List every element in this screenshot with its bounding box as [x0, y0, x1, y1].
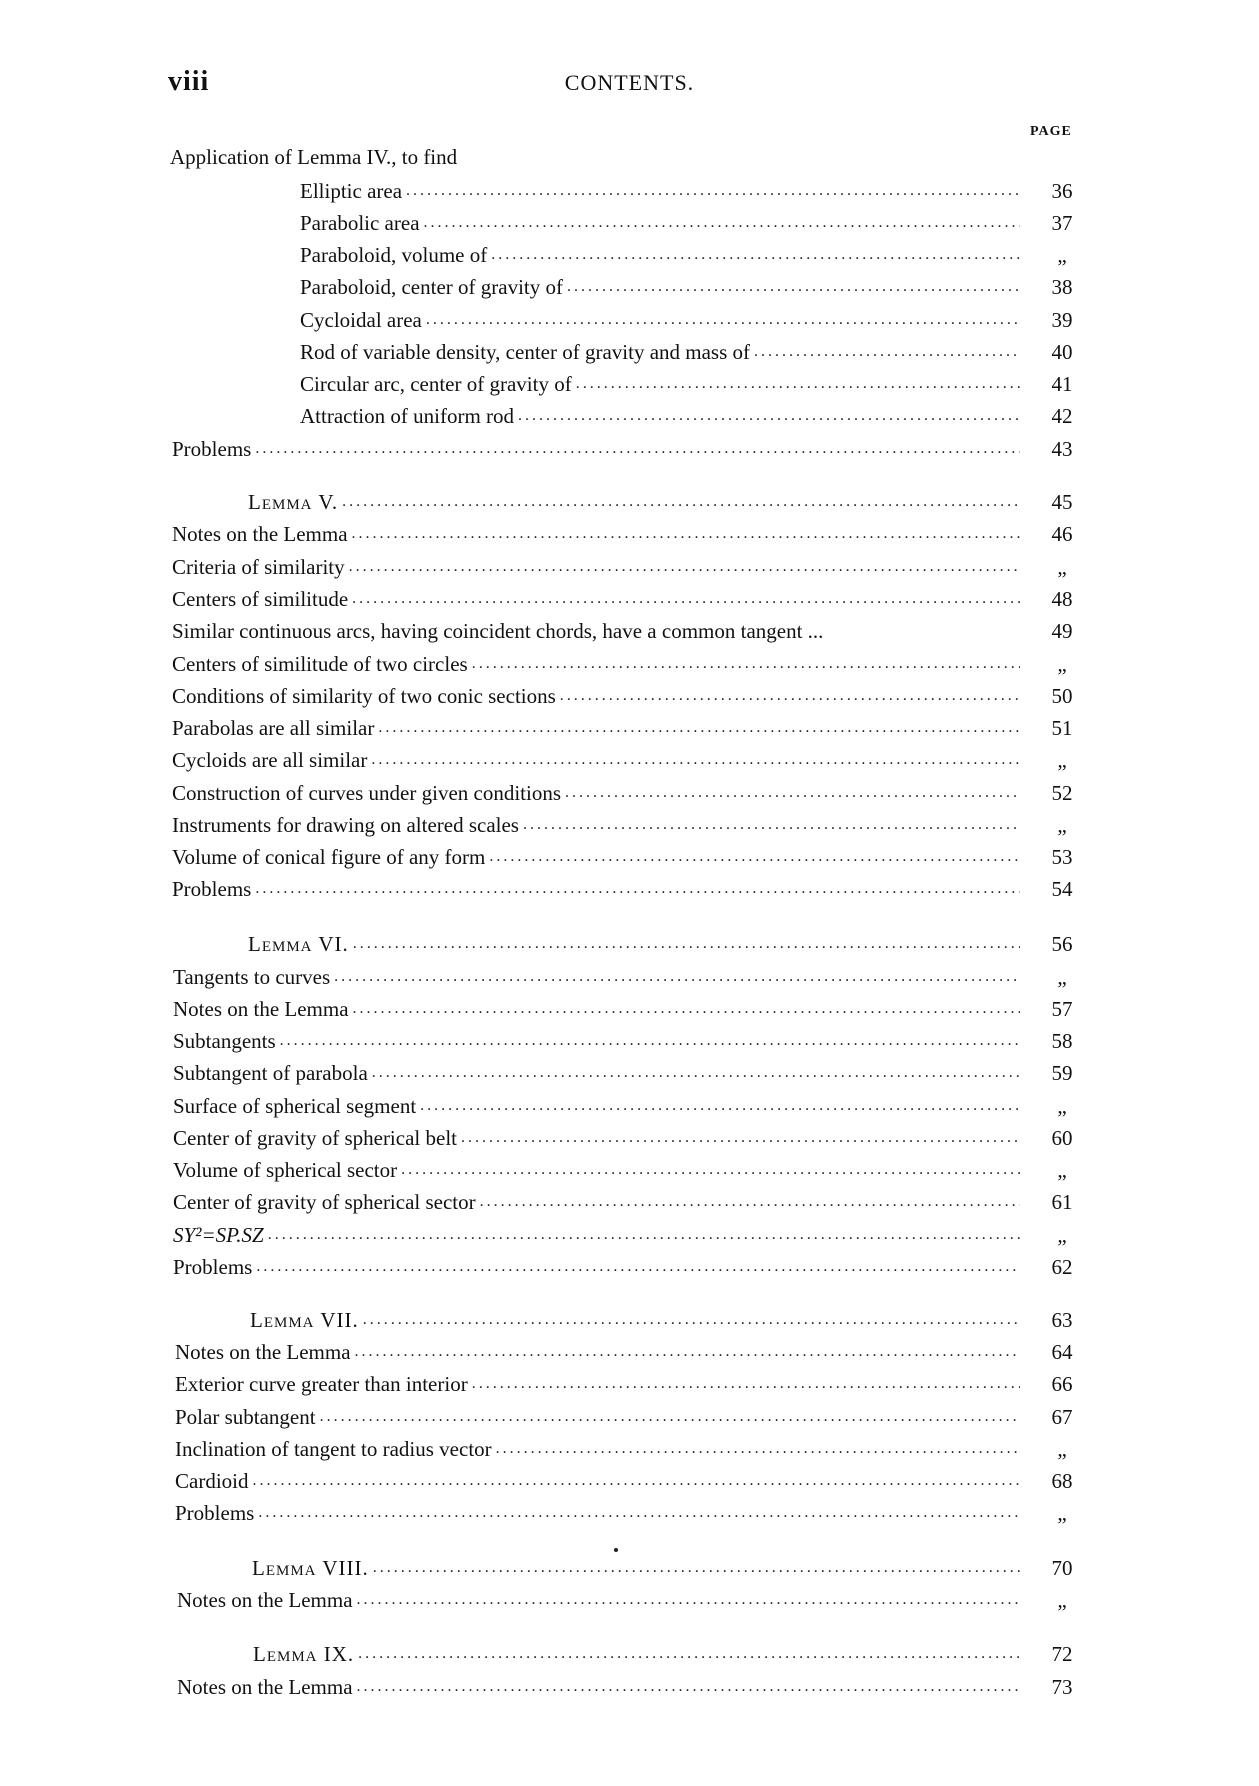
toc-entry [172, 711, 1073, 741]
toc-page-number: 38 [1051, 275, 1073, 299]
toc-page-number: 67 [1051, 1405, 1073, 1429]
toc-page-number: „ [1057, 243, 1067, 267]
toc-entry-title: Cycloidal area [300, 308, 422, 332]
toc-page-number: 48 [1051, 587, 1073, 611]
toc-page-number: 52 [1051, 781, 1073, 805]
toc-entry [173, 1024, 1073, 1054]
toc-page-number: 72 [1051, 1642, 1073, 1666]
toc-page-number: „ [1057, 652, 1067, 676]
toc-page-number: „ [1057, 965, 1067, 989]
toc-page-number: 59 [1051, 1061, 1073, 1085]
toc-entry [173, 960, 1067, 990]
toc-page-number: 56 [1051, 932, 1073, 956]
toc-entry-title: Lemma VI. [248, 932, 349, 956]
toc-entry-title: Notes on the Lemma [173, 997, 349, 1021]
toc-entry-title: Surface of spherical segment [173, 1094, 417, 1118]
dot-leader [372, 1065, 1020, 1086]
toc-entry [175, 1496, 1067, 1526]
dot-leader [461, 165, 1000, 170]
toc-entry-title: Parabolas are all similar [172, 716, 375, 740]
toc-entry [300, 206, 1073, 236]
toc-entry [172, 647, 1067, 677]
toc-entry-title: Notes on the Lemma [172, 522, 348, 546]
toc-entry [175, 1432, 1067, 1462]
toc-entry-title: Problems [173, 1255, 253, 1279]
toc-entry-title: Notes on the Lemma [175, 1340, 351, 1364]
dot-leader [480, 1194, 1020, 1215]
toc-entry [172, 776, 1073, 806]
toc-entry [172, 614, 1073, 644]
toc-entry-title: Center of gravity of spherical belt [173, 1126, 457, 1150]
toc-entry [300, 303, 1073, 333]
toc-entry [177, 1670, 1073, 1700]
toc-page-number: 39 [1051, 308, 1073, 332]
toc-entry [248, 927, 1073, 957]
toc-page-number: „ [1057, 1223, 1067, 1247]
toc-entry-title: Parabolic area [300, 211, 420, 235]
toc-page-number: „ [1057, 748, 1067, 772]
toc-entry-title: Problems [172, 437, 252, 461]
toc-entry [173, 1056, 1073, 1086]
toc-page-number: „ [1057, 1588, 1067, 1612]
toc-page-number: 66 [1051, 1372, 1073, 1396]
toc-entry-title: Centers of similitude of two circles [172, 652, 468, 676]
toc-entry [173, 1121, 1073, 1151]
dot-leader [363, 1312, 1020, 1333]
dot-leader [461, 1130, 1020, 1151]
toc-page-number: 36 [1051, 179, 1073, 203]
toc-entry-title: Lemma VII. [250, 1308, 359, 1332]
dot-leader [342, 494, 1020, 515]
toc-page-number: „ [1057, 1501, 1067, 1525]
toc-entry-title: Problems [175, 1501, 255, 1525]
toc-entry-title: Center of gravity of spherical sector [173, 1190, 476, 1214]
toc-page-number: „ [1057, 1437, 1067, 1461]
toc-entry [172, 840, 1073, 870]
toc-page-number: „ [1057, 555, 1067, 579]
dot-leader [523, 817, 1020, 838]
toc-entry [300, 399, 1073, 429]
toc-page-number: 62 [1051, 1255, 1073, 1279]
toc-entry-title: Polar subtangent [175, 1405, 316, 1429]
toc-entry [172, 550, 1067, 580]
dot-leader [358, 1646, 1020, 1667]
toc-page-number: 60 [1051, 1126, 1073, 1150]
dot-leader [518, 408, 1020, 429]
dot-leader [357, 1679, 1020, 1700]
toc-entry-title: Centers of similitude [172, 587, 349, 611]
toc-page-number: 40 [1051, 340, 1073, 364]
dot-leader [353, 936, 1020, 957]
dot-leader [489, 849, 1020, 870]
toc-page-number: 45 [1051, 490, 1073, 514]
dot-leader [406, 183, 1020, 204]
toc-page-number: „ [1057, 1158, 1067, 1182]
toc-entry-title: Similar continuous arcs, having coincident chords, have a common tangent ... [172, 619, 824, 643]
toc-entry [173, 1089, 1067, 1119]
dot-leader [567, 279, 1020, 300]
toc-entry [252, 1551, 1073, 1581]
toc-entry [300, 335, 1073, 365]
toc-entry [300, 270, 1073, 300]
page-folio: viii [168, 66, 210, 97]
toc-entry [173, 992, 1073, 1022]
dot-leader [420, 1098, 1020, 1119]
toc-entry-title: Volume of spherical sector [173, 1158, 398, 1182]
dot-leader [253, 1473, 1021, 1494]
toc-entry-title: Notes on the Lemma [177, 1588, 353, 1612]
toc-entry [175, 1367, 1073, 1397]
dot-leader [280, 1033, 1020, 1054]
dot-leader [491, 247, 1020, 268]
toc-entry-title: Paraboloid, center of gravity of [300, 275, 563, 299]
dot-leader [371, 752, 1020, 773]
toc-page-number: 61 [1051, 1190, 1073, 1214]
toc-entry-title: Conditions of similarity of two conic sections [172, 684, 556, 708]
toc-entry-title: Paraboloid, volume of [300, 243, 488, 267]
toc-entry-title: Circular arc, center of gravity of [300, 372, 572, 396]
toc-entry-title: Construction of curves under given conditions [172, 781, 562, 805]
toc-entry-title: Attraction of uniform rod [300, 404, 515, 428]
toc-entry [173, 1153, 1067, 1183]
toc-entry-title: Rod of variable density, center of gravity and mass of [300, 340, 751, 364]
toc-entry [253, 1637, 1073, 1667]
toc-entry [172, 582, 1073, 612]
toc-entry [172, 432, 1073, 462]
toc-entry-title: Notes on the Lemma [177, 1675, 353, 1699]
toc-page-number: 41 [1051, 372, 1073, 396]
page-column-label: PAGE [1030, 124, 1072, 139]
print-speck [614, 1548, 618, 1552]
toc-entry-title: Inclination of tangent to radius vector [175, 1437, 492, 1461]
toc-entry [300, 174, 1073, 204]
dot-leader [827, 639, 1020, 644]
toc-page-number: 57 [1051, 997, 1073, 1021]
dot-leader [472, 656, 1020, 677]
toc-entry-title: Elliptic area [300, 179, 403, 203]
toc-entry [177, 1583, 1067, 1613]
dot-leader [560, 688, 1020, 709]
dot-leader [754, 344, 1020, 365]
dot-leader [565, 785, 1020, 806]
dot-leader [472, 1376, 1020, 1397]
toc-page-number: 63 [1051, 1308, 1073, 1332]
toc-entry-title: Subtangents [173, 1029, 276, 1053]
toc-entry-title: Exterior curve greater than interior [175, 1372, 468, 1396]
toc-page-number: 53 [1051, 845, 1073, 869]
dot-leader [373, 1560, 1020, 1581]
toc-entry-title: Criteria of similarity [172, 555, 345, 579]
dot-leader [355, 1344, 1020, 1365]
toc-entry-title: Lemma IX. [253, 1642, 355, 1666]
toc-entry-title: Cycloids are all similar [172, 748, 368, 772]
dot-leader [255, 881, 1020, 902]
toc-entry-title: SY²=SP.SZ [173, 1223, 264, 1247]
dot-leader [496, 1441, 1020, 1462]
toc-entry [172, 872, 1073, 902]
running-head: CONTENTS. [564, 70, 695, 95]
dot-leader [349, 559, 1020, 580]
toc-page-number: 37 [1051, 211, 1073, 235]
dot-leader [378, 720, 1020, 741]
toc-entry-title: Problems [172, 877, 252, 901]
toc-page-number: 68 [1051, 1469, 1073, 1493]
toc-entry [300, 238, 1067, 268]
toc-page-number: „ [1057, 1094, 1067, 1118]
dot-leader [256, 1259, 1020, 1280]
toc-entry [172, 808, 1067, 838]
toc-page-number: 42 [1051, 404, 1073, 428]
dot-leader [268, 1227, 1020, 1248]
dot-leader [576, 376, 1020, 397]
dot-leader [352, 591, 1020, 612]
toc-entry [300, 367, 1073, 397]
toc-page-number: 70 [1051, 1556, 1073, 1580]
toc-page-number: 46 [1051, 522, 1073, 546]
toc-entry-title: Lemma V. [248, 490, 339, 514]
toc-entry [173, 1185, 1073, 1215]
toc-page-number: 64 [1051, 1340, 1073, 1364]
toc-entry-title: Tangents to curves [173, 965, 331, 989]
toc-entry [172, 517, 1073, 547]
toc-page-number: „ [1057, 813, 1067, 837]
toc-entry [173, 1250, 1073, 1280]
toc-entry [172, 743, 1067, 773]
toc-entry [173, 1218, 1067, 1248]
toc-page-number: 54 [1051, 877, 1073, 901]
dot-leader [357, 1592, 1020, 1613]
dot-leader [353, 1001, 1020, 1022]
dot-leader [352, 526, 1020, 547]
dot-leader [258, 1505, 1020, 1526]
toc-entry-title: Application of Lemma IV., to find [170, 145, 458, 169]
toc-entry [175, 1335, 1073, 1365]
dot-leader [424, 215, 1020, 236]
toc-entry-title: Volume of conical figure of any form [172, 845, 486, 869]
dot-leader [255, 441, 1020, 462]
toc-entry-title: Cardioid [175, 1469, 249, 1493]
toc-page-number: 51 [1051, 716, 1073, 740]
toc-entry [170, 140, 1000, 170]
toc-page-number: 49 [1051, 619, 1073, 643]
toc-entry [175, 1400, 1073, 1430]
toc-page-number: 43 [1051, 437, 1073, 461]
toc-entry [172, 679, 1073, 709]
dot-leader [426, 312, 1020, 333]
toc-entry [250, 1303, 1073, 1333]
toc-entry [175, 1464, 1073, 1494]
toc-page-number: 50 [1051, 684, 1073, 708]
toc-entry-title: Instruments for drawing on altered scales [172, 813, 519, 837]
dot-leader [334, 969, 1020, 990]
toc-entry [248, 485, 1073, 515]
toc-page-number: 58 [1051, 1029, 1073, 1053]
toc-entry-title: Lemma VIII. [252, 1556, 369, 1580]
toc-entry-title: Subtangent of parabola [173, 1061, 368, 1085]
toc-page-number: 73 [1051, 1675, 1073, 1699]
dot-leader [320, 1409, 1020, 1430]
dot-leader [401, 1162, 1020, 1183]
